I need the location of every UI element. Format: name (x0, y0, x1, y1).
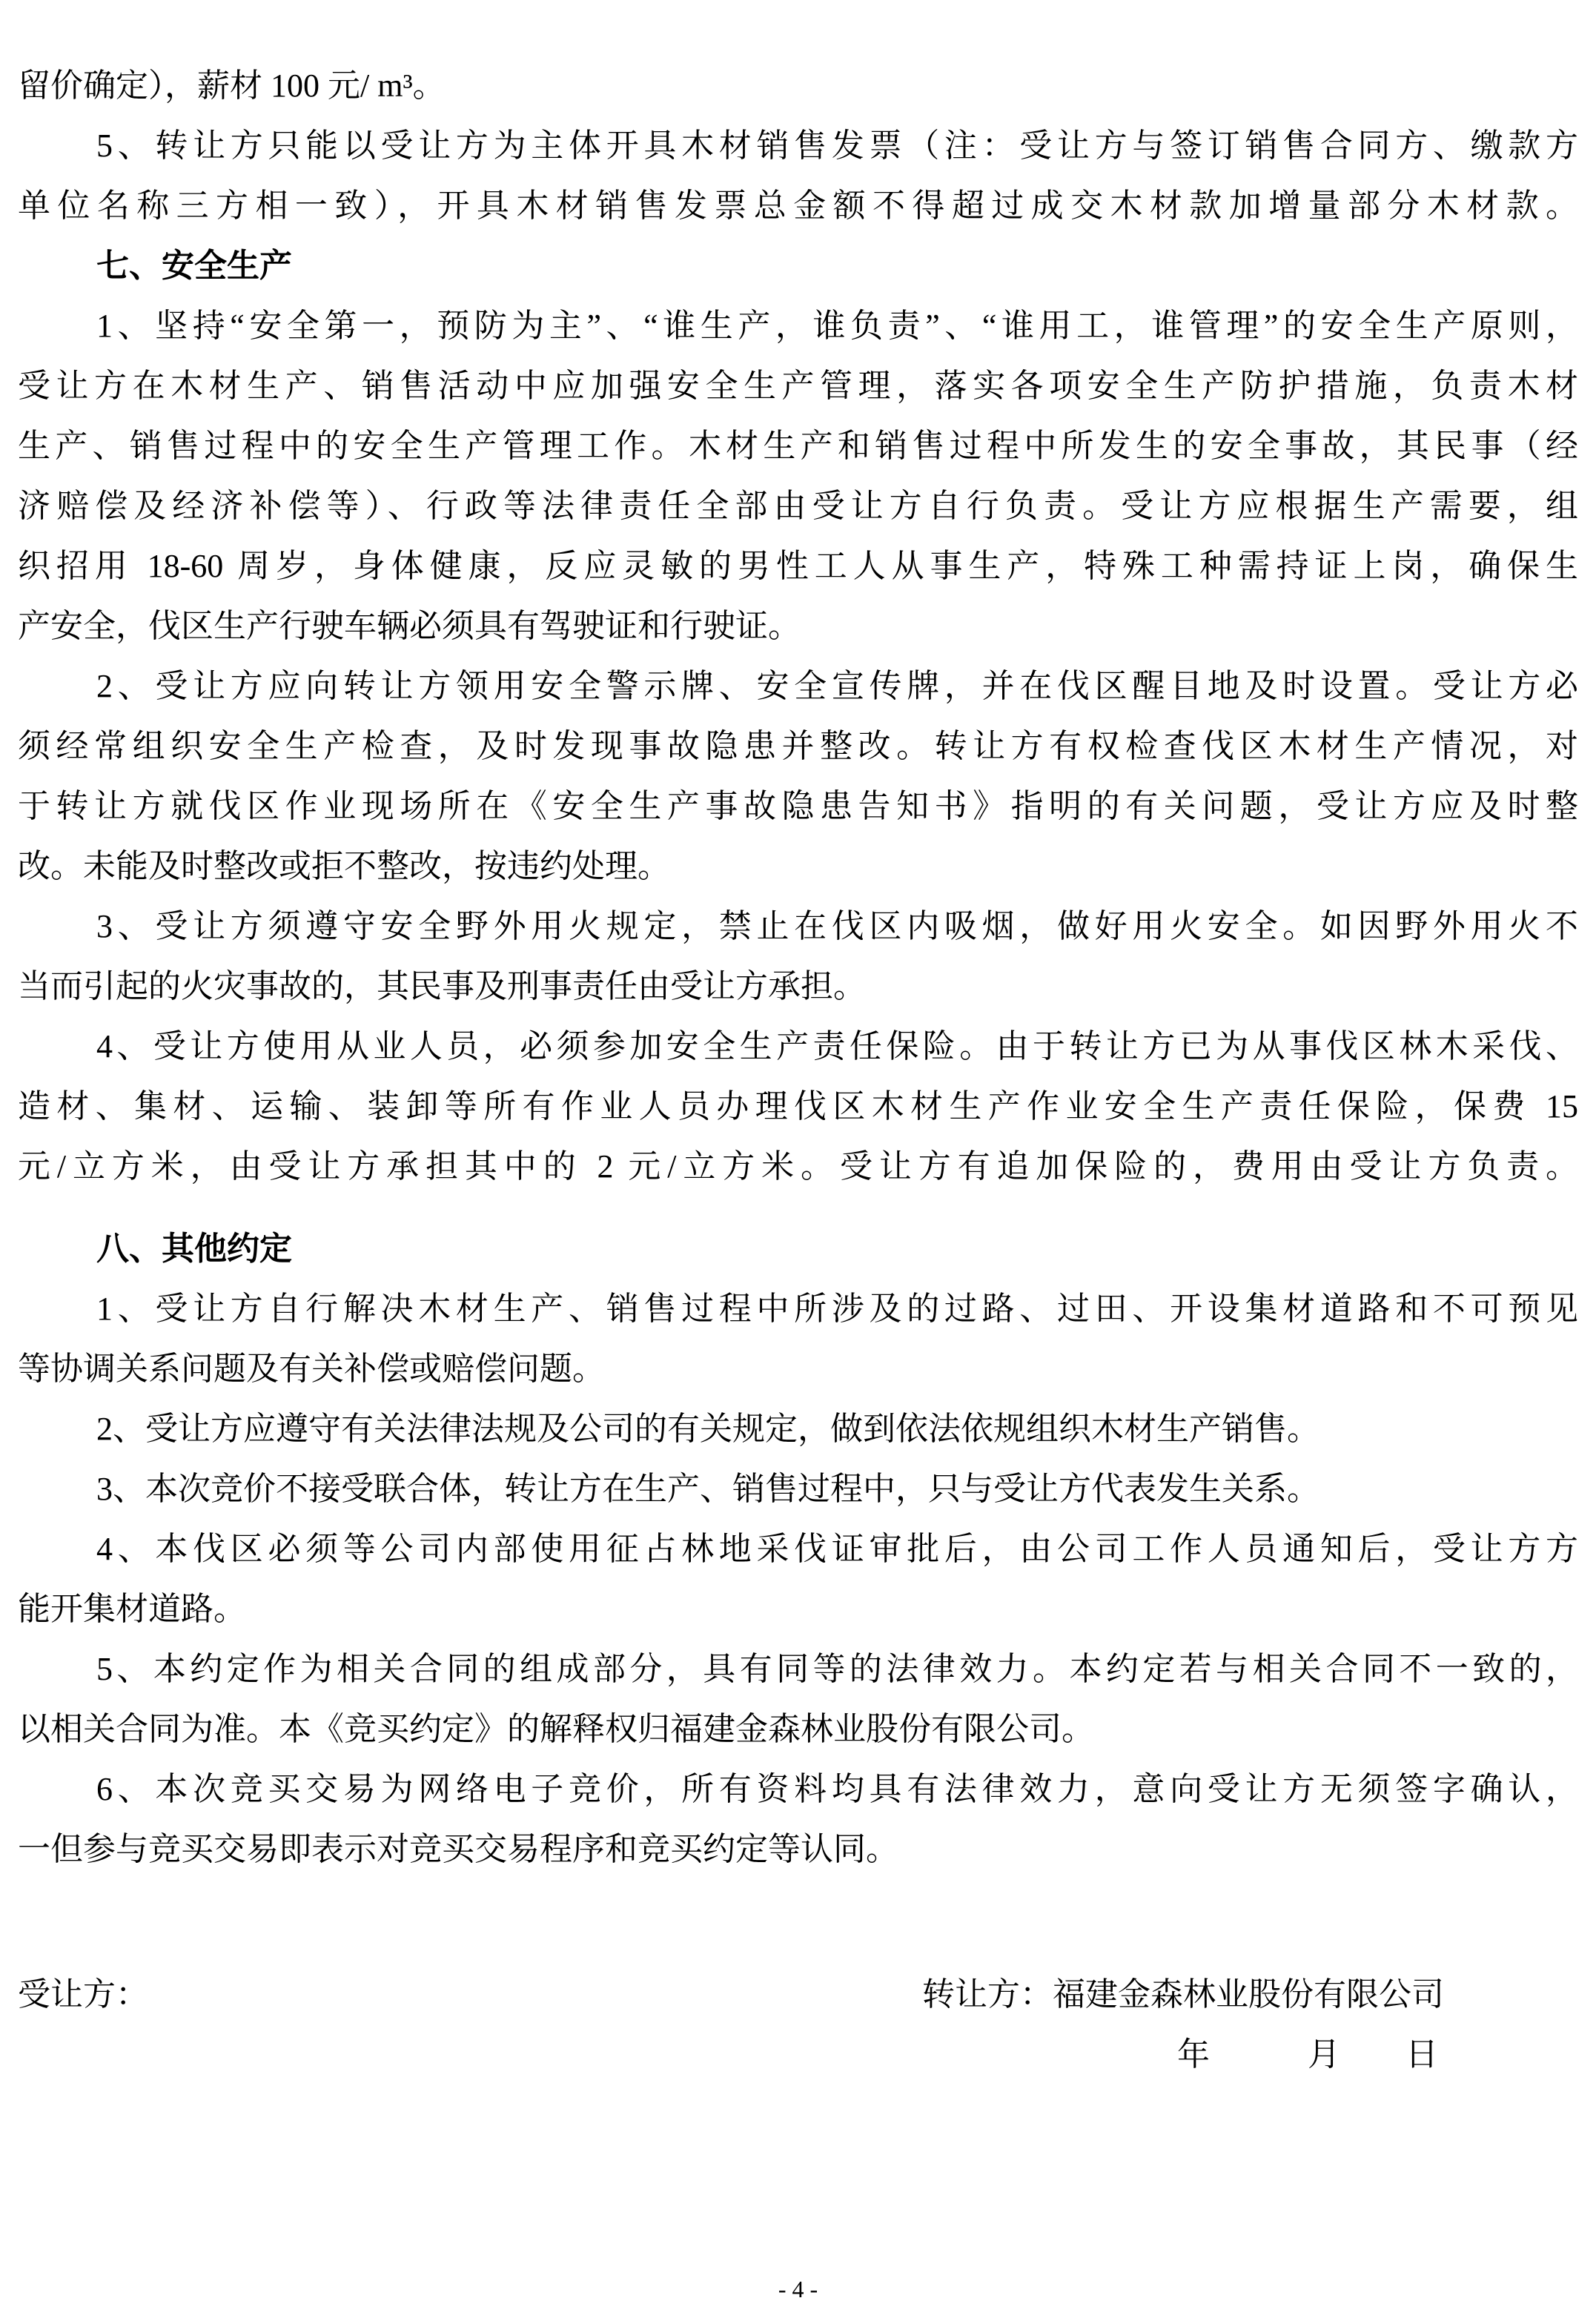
doc-line: 留价确定），薪材 100 元/ m³。 (18, 67, 446, 104)
doc-line: 单位名称三方相一致），开具木材销售发票总金额不得超过成交木材款加增量部分木材款。 (18, 188, 1578, 224)
doc-line: 4、本伐区必须等公司内部使用征占林地采伐证审批后，由公司工作人员通知后，受让方方 (96, 1531, 1578, 1567)
doc-line: 4、受让方使用从业人员，必须参加安全生产责任保险。由于转让方已为从事伐区林木采伐、 (96, 1028, 1578, 1064)
doc-line: 5、转让方只能以受让方为主体开具木材销售发票（注：受让方与签订销售合同方、缴款方 (96, 128, 1578, 164)
doc-line: 3、受让方须遵守安全野外用火规定，禁止在伐区内吸烟，做好用火安全。如因野外用火不 (96, 908, 1578, 944)
doc-line: 济赔偿及经济补偿等）、行政等法律责任全部由受让方自行负责。受让方应根据生产需要，组 (18, 488, 1578, 524)
doc-line: 5、本约定作为相关合同的组成部分，具有同等的法律效力。本约定若与相关合同不一致的， (96, 1651, 1578, 1687)
doc-line: 以相关合同为准。本《竞买约定》的解释权归福建金森林业股份有限公司。 (18, 1711, 1094, 1747)
doc-line: 6、本次竞买交易为网络电子竞价，所有资料均具有法律效力，意向受让方无须签字确认， (96, 1771, 1578, 1807)
doc-line: 受让方在木材生产、销售活动中应加强安全生产管理，落实各项安全生产防护措施，负责木材 (18, 368, 1578, 404)
doc-line: 须经常组织安全生产检查，及时发现事故隐患并整改。转让方有权检查伐区木材生产情况，对 (18, 728, 1578, 764)
doc-line: 一但参与竞买交易即表示对竞买交易程序和竞买约定等认同。 (18, 1831, 898, 1867)
doc-line: 于转让方就伐区作业现场所在《安全生产事故隐患告知书》指明的有关问题，受让方应及时整 (18, 788, 1578, 824)
doc-line: 2、受让方应向转让方领用安全警示牌、安全宣传牌，并在伐区醒目地及时设置。受让方必 (96, 668, 1578, 704)
doc-line: 当而引起的火灾事故的，其民事及刑事责任由受让方承担。 (18, 968, 866, 1004)
doc-line: 1、受让方自行解决木材生产、销售过程中所涉及的过路、过田、开设集材道路和不可预见 (96, 1291, 1578, 1327)
section-8-heading: 八、其他约定 (96, 1231, 292, 1267)
section-7-heading: 七、安全生产 (96, 248, 292, 284)
doc-line: 生产、销售过程中的安全生产管理工作。木材生产和销售过程中所发生的安全事故，其民事（经 (18, 428, 1578, 464)
doc-line: 能开集材道路。 (18, 1591, 246, 1627)
doc-line: 产安全，伐区生产行驶车辆必须具有驾驶证和行驶证。 (18, 608, 801, 644)
page-number: - 4 - (778, 2276, 818, 2302)
doc-line: 改。未能及时整改或拒不整改，按违约处理。 (18, 848, 670, 884)
doc-line: 3、本次竞价不接受联合体，转让方在生产、销售过程中，只与受让方代表发生关系。 (96, 1471, 1319, 1507)
doc-line: 等协调关系问题及有关补偿或赔偿问题。 (18, 1351, 605, 1387)
signature-row (0, 1964, 1596, 2024)
doc-line: 造材、集材、运输、装卸等所有作业人员办理伐区木材生产作业安全生产责任保险，保费 15 (18, 1088, 1578, 1125)
date-line: 年 月 日 (1177, 2036, 1438, 2073)
doc-line: 1、坚持“安全第一，预防为主”、“谁生产，谁负责”、“谁用工，谁管理”的安全生产原则， (96, 308, 1578, 344)
transferee-label: 受让方： (18, 1976, 148, 2013)
transferor-label: 转让方：福建金森林业股份有限公司 (922, 1976, 1444, 2013)
doc-line: 元/立方米，由受让方承担其中的 2 元/立方米。受让方有追加保险的，费用由受让方负责。 (18, 1148, 1578, 1185)
doc-line: 2、受让方应遵守有关法律法规及公司的有关规定，做到依法依规组织木材生产销售。 (96, 1411, 1319, 1447)
doc-line: 织招用 18-60 周岁，身体健康，反应灵敏的男性工人从事生产，特殊工种需持证上岗，确保生 (18, 548, 1578, 584)
